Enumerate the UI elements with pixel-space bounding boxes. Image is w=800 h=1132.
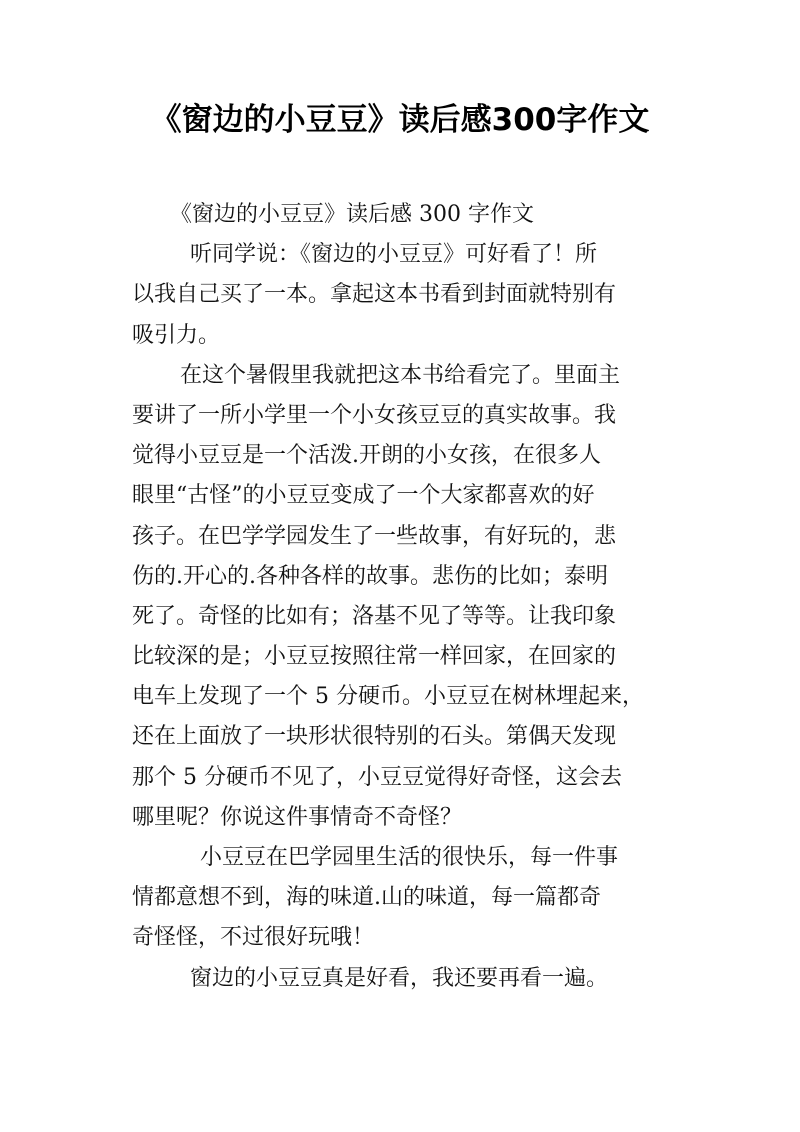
document-subtitle: 《窗边的小豆豆》读后感 300 字作文 xyxy=(170,202,534,227)
paragraph-line: 窗边的小豆豆真是好看，我还要再看一遍。 xyxy=(190,965,609,991)
paragraph-line: 吸引力。 xyxy=(132,322,221,348)
paragraph-line: 听同学说：《窗边的小豆豆》可好看了！所 xyxy=(190,242,598,268)
document-body xyxy=(132,195,672,999)
paragraph-3 xyxy=(132,838,672,959)
paragraph-line: 奇怪怪，不过很好玩哦！ xyxy=(132,925,375,951)
paragraph-line: 死了。奇怪的比如有；洛基不见了等等。让我印象 xyxy=(132,603,617,629)
paragraph-line: 情都意想不到，海的味道.山的味道，每一篇都奇 xyxy=(132,885,601,911)
paragraph-line: 眼里“古怪”的小豆豆变成了一个大家都喜欢的好 xyxy=(132,483,595,509)
paragraph-line: 哪里呢？你说这件事情奇不奇怪？ xyxy=(132,804,463,830)
paragraph-line: 以我自己买了一本。拿起这本书看到封面就特别有 xyxy=(132,282,617,308)
paragraph-line: 还在上面放了一块形状很特别的石头。第偶天发现 xyxy=(132,724,617,750)
paragraph-line: 电车上发现了一个 5 分硬币。小豆豆在树林埋起来， xyxy=(132,684,644,710)
paragraph-line: 孩子。在巴学学园发生了一些故事，有好玩的，悲 xyxy=(132,523,617,549)
document-title: 《窗边的小豆豆》读后感300字作文 xyxy=(150,102,650,138)
paragraph-line: 那个 5 分硬币不见了，小豆豆觉得好奇怪，这会去 xyxy=(132,764,622,790)
paragraph-line: 伤的.开心的.各种各样的故事。悲伤的比如；泰明 xyxy=(132,563,608,589)
paragraph-line: 要讲了一所小学里一个小女孩豆豆的真实故事。我 xyxy=(132,402,617,428)
paragraph-1 xyxy=(132,235,672,356)
paragraph-line: 觉得小豆豆是一个活泼.开朗的小女孩，在很多人 xyxy=(132,443,601,469)
paragraph-2 xyxy=(132,356,672,838)
paragraph-line: 小豆豆在巴学园里生活的很快乐，每一件事 xyxy=(200,845,619,870)
paragraph-line: 比较深的是；小豆豆按照往常一样回家，在回家的 xyxy=(132,644,617,670)
paragraph-4 xyxy=(132,959,672,999)
paragraph-line: 在这个暑假里我就把这本书给看完了。里面主 xyxy=(180,362,621,388)
